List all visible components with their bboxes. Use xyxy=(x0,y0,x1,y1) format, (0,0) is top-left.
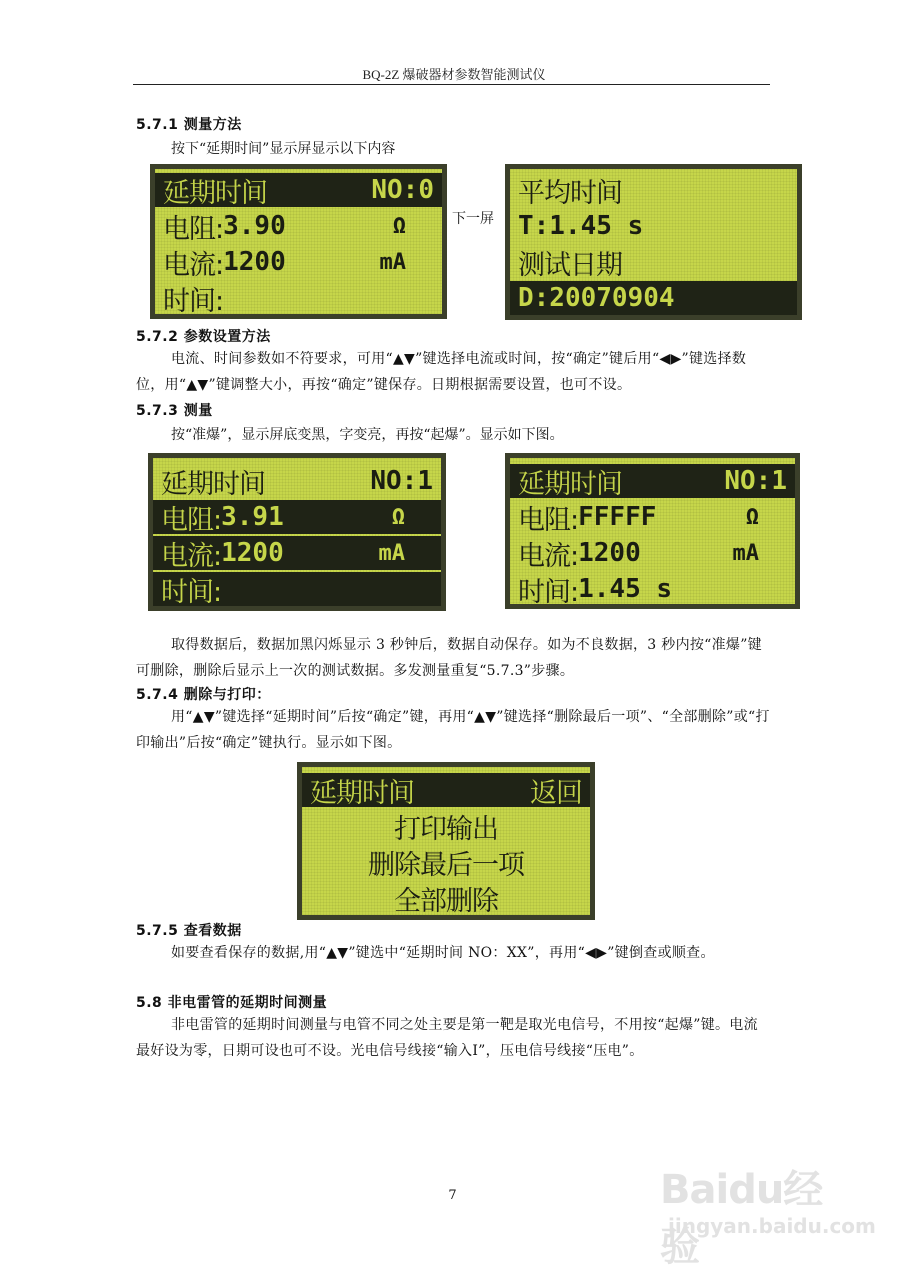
page-number: 7 xyxy=(448,1188,457,1203)
header-rule xyxy=(133,84,770,85)
section-text-5-8: 非电雷管的延期时间测量与电管不同之处主要是第一靶是取光电信号，不用按“起爆”键。电流最好设为零，日期可设也可不设。光电信号线接“输入I”，压电信号线接“压电”。 xyxy=(136,1017,758,1059)
section-text-5-7-5: 如要查看保存的数据,用“▲▼”键选中“延期时间 NO：XX”，再用“◀▶”键倒查或顺查。 xyxy=(171,945,715,961)
lcd-title-row: 延期时间 NO:1 xyxy=(510,464,795,498)
section-text-5-7-4: 用“▲▼”键选择“延期时间”后按“确定”键，再用“▲▼”键选择“删除最后一项”、“全部删除”或“打印输出”后按“确定”键执行。显示如下图。 xyxy=(136,709,770,751)
section-text-5-7-3-result: 取得数据后，数据加黑闪烁显示 3 秒钟后，数据自动保存。如为不良数据，3 秒内按“准爆”键可删除，删除后显示上一次的测试数据。多发测量重复“5.7.3”步骤。 xyxy=(136,637,762,679)
lcd-screen-average-time xyxy=(505,164,802,320)
section-heading-5-7-5: 5.7.5 查看数据 xyxy=(136,923,242,939)
section-heading-5-8: 5.8 非电雷管的延期时间测量 xyxy=(136,995,328,1011)
lcd-title-row: 延期时间 NO:1 xyxy=(161,466,433,500)
lcd-menu-delete-last: 删除最后一项 xyxy=(368,849,524,881)
lcd-resistance-row: 电阻: FFFFF Ω xyxy=(518,502,759,536)
section-heading-5-7-3: 5.7.3 测量 xyxy=(136,403,213,419)
lcd-menu-delete-all: 全部删除 xyxy=(394,885,498,915)
lcd-menu-print: 打印输出 xyxy=(394,813,498,845)
lcd-time-row: 时间: xyxy=(153,572,441,606)
lcd-resistance-row: 电阻: 3.91 Ω xyxy=(153,500,441,534)
lcd-screen-measure-no1 xyxy=(148,453,446,611)
lcd-screen-result-no1 xyxy=(505,453,800,609)
section-text-5-7-1: 按下“延期时间”显示屏显示以下内容 xyxy=(171,141,396,157)
lcd-time-row: 时间: xyxy=(163,285,224,314)
lcd-screen-delay-no0 xyxy=(150,164,447,319)
lcd-avg-value-row: T:1.45 s xyxy=(518,211,644,241)
section-heading-5-7-1: 5.7.1 测量方法 xyxy=(136,117,242,133)
lcd-current-row: 电流: 1200 mA xyxy=(153,536,441,570)
lcd-avg-label-row: 平均时间 xyxy=(518,177,622,209)
watermark-url: jingyan.baidu.com xyxy=(668,1214,876,1238)
section-heading-5-7-4: 5.7.4 删除与打印： xyxy=(136,687,271,703)
section-heading-5-7-2: 5.7.2 参数设置方法 xyxy=(136,329,271,345)
lcd-title-row: 延期时间 NO:0 xyxy=(155,173,442,207)
lcd-current-row: 电流: 1200 mA xyxy=(163,247,406,281)
baidu-watermark xyxy=(660,1148,876,1270)
page-header: BQ-2Z 爆破器材参数智能测试仪 xyxy=(362,67,546,82)
lcd-date-label-row: 测试日期 xyxy=(518,249,622,281)
watermark-logo: Baidu经验 xyxy=(660,1167,823,1270)
lcd-title-row: 延期时间 返回 xyxy=(302,773,590,807)
lcd-time-row: 时间: 1.45 s xyxy=(518,574,673,604)
section-text-5-7-3: 按“准爆”，显示屏底变黑，字变亮，再按“起爆”。显示如下图。 xyxy=(171,427,564,443)
next-screen-label: 下一屏 xyxy=(452,211,494,227)
lcd-date-value-row: D:20070904 xyxy=(510,281,797,315)
lcd-resistance-row: 电阻: 3.90 Ω xyxy=(163,211,406,245)
lcd-screen-delete-print-menu xyxy=(297,762,595,920)
section-text-5-7-2: 电流、时间参数如不符要求，可用“▲▼”键选择电流或时间，按“确定”键后用“◀▶”键选择数位，用“▲▼”键调整大小，再按“确定”键保存。日期根据需要设置，也可不设。 xyxy=(136,351,747,393)
lcd-current-row: 电流: 1200 mA xyxy=(518,538,759,572)
